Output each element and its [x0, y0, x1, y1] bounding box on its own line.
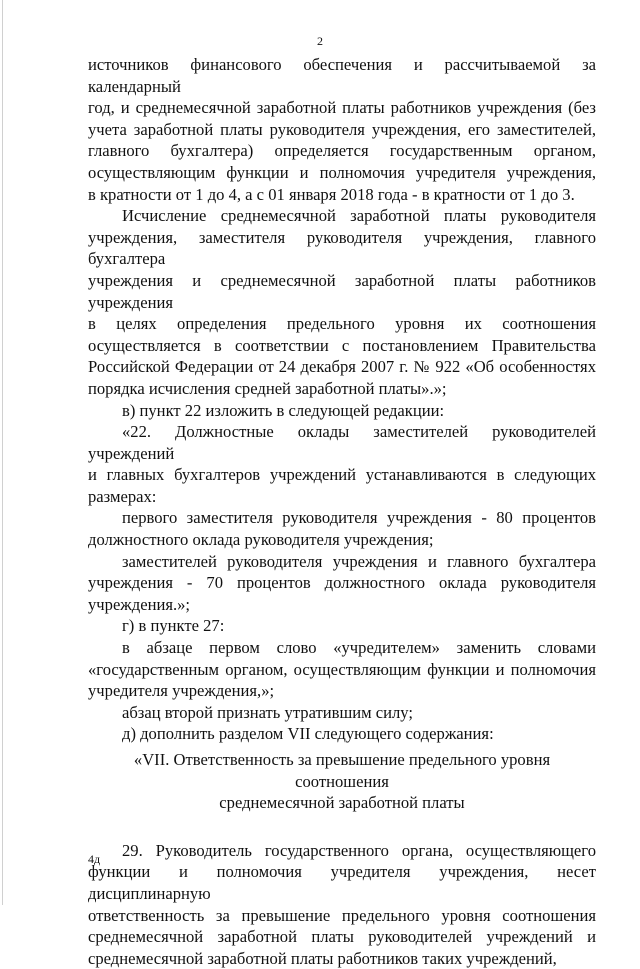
paragraph	[88, 400, 596, 422]
text-line: ответственность за превышение предельного уровня соотношения	[88, 905, 596, 925]
text-line: должностного оклада руководителя учреждения;	[88, 530, 434, 550]
text-line: в абзаце первом слово «учредителем» заменить словами	[122, 638, 596, 658]
text-line: Российской Федерации от 24 декабря 2007 г. № 922 «Об особенностях	[88, 357, 596, 377]
text-line: Исчисление среднемесячной заработной платы руководителя	[122, 206, 596, 226]
paragraph	[88, 615, 596, 637]
text-line: 29. Руководитель государственного органа, осуществляющего	[122, 840, 596, 860]
text-line: «22. Должностные оклады заместителей руководителей учреждений	[88, 422, 596, 463]
paragraph	[88, 205, 596, 399]
document-body	[88, 54, 596, 969]
text-line: первого заместителя руководителя учреждения - 80 процентов	[122, 508, 596, 528]
footer-code: 4д	[88, 852, 101, 866]
text-line: в) пункт 22 изложить в следующей редакции:	[122, 400, 445, 420]
text-line: среднемесячной заработной платы руководителей учреждений и	[88, 927, 596, 947]
paragraph	[88, 54, 596, 205]
section-heading	[88, 749, 596, 814]
section-heading-line-1: «VII. Ответственность за превышение предельного уровня соотношения	[133, 750, 551, 791]
text-line: учреждения - 70 процентов должностного оклада руководителя	[88, 573, 596, 593]
text-line: осуществляется в соответствии с постановлением Правительства	[88, 335, 596, 355]
text-line: источников финансового обеспечения и рассчитываемой за календарный	[88, 55, 596, 96]
section-heading-line-2: среднемесячной заработной платы	[219, 793, 465, 813]
section-gap	[88, 814, 596, 840]
text-line: учета заработной платы руководителя учреждения, его заместителей,	[88, 119, 596, 139]
scan-edge-line	[2, 0, 3, 905]
text-line: учреждения и среднемесячной заработной платы работников учреждения	[88, 270, 596, 312]
text-line: осуществляющим функции и полномочия учредителя учреждения,	[88, 162, 596, 182]
paragraph	[88, 840, 596, 969]
text-line: учредителя учреждения,»;	[88, 681, 275, 701]
final-paragraph	[88, 840, 596, 969]
paragraph	[88, 551, 596, 616]
text-line: «государственным органом, осуществляющим функции и полномочия	[88, 659, 596, 679]
page-number: 2	[317, 34, 323, 48]
text-line: д) дополнить разделом VII следующего содержания:	[122, 724, 494, 744]
paragraph	[88, 507, 596, 550]
text-line: среднемесячной заработной платы работников таких учреждений,	[88, 948, 557, 968]
text-line: заместителей руководителя учреждения и главного бухгалтера	[122, 551, 596, 571]
text-line: и главных бухгалтеров учреждений устанавливаются в следующих	[88, 465, 596, 485]
paragraph	[88, 637, 596, 702]
paragraph	[88, 421, 596, 507]
text-line: функции и полномочия учредителя учреждения, несет дисциплинарную	[88, 862, 596, 903]
paragraph-list	[88, 54, 596, 745]
text-line: год, и среднемесячной заработной платы работников учреждения (без	[88, 98, 596, 118]
text-line: главного бухгалтера) определяется государственным органом,	[88, 141, 596, 161]
text-line: учреждения.»;	[88, 594, 191, 614]
paragraph	[88, 723, 596, 745]
text-line: г) в пункте 27:	[122, 616, 225, 636]
text-line: в целях определения предельного уровня их соотношения	[88, 314, 596, 334]
text-line: учреждения, заместителя руководителя учреждения, главного бухгалтера	[88, 227, 596, 269]
text-line: абзац второй признать утратившим силу;	[122, 702, 413, 722]
text-line: порядка исчисления средней заработной платы».»;	[88, 378, 447, 398]
text-line: размерах:	[88, 486, 157, 506]
paragraph	[88, 702, 596, 724]
text-line: в кратности от 1 до 4, а с 01 января 2018 года - в кратности от 1 до 3.	[88, 184, 575, 204]
